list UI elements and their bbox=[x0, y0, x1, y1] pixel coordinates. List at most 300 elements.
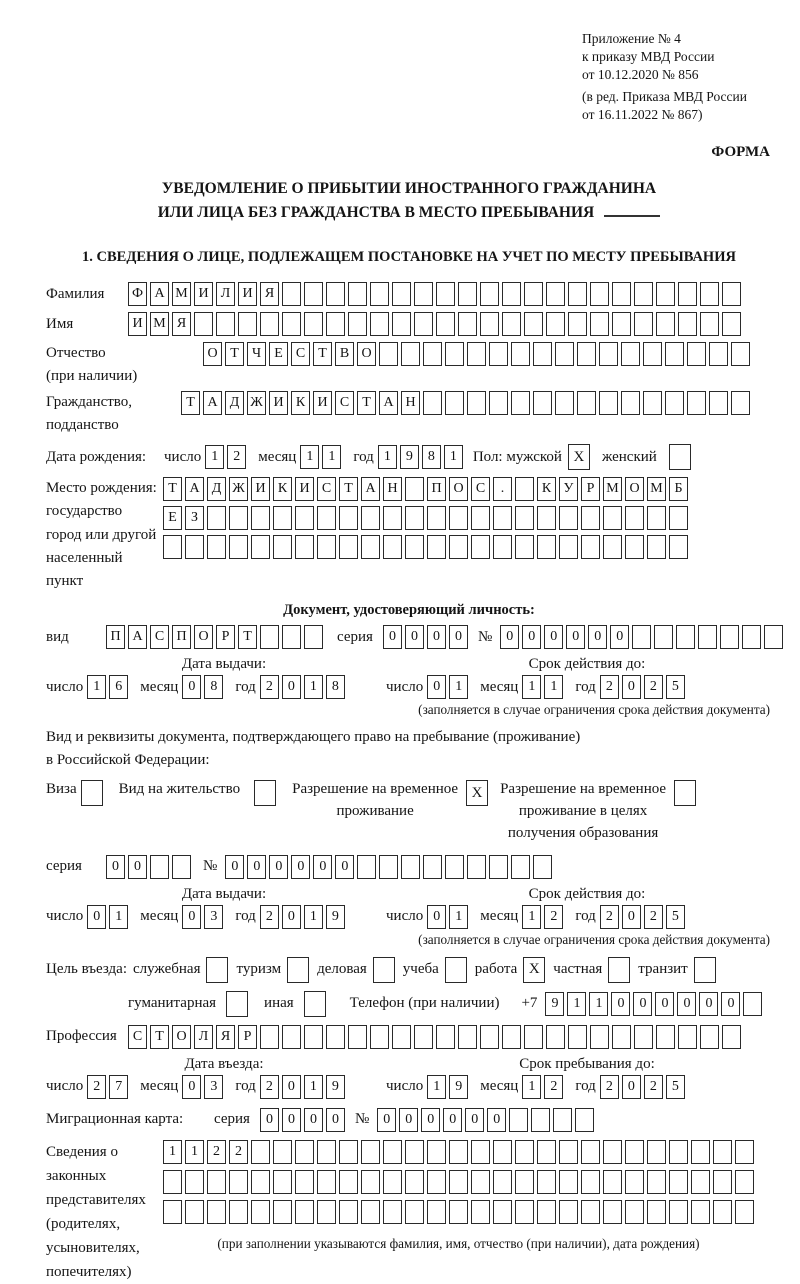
char-cell[interactable] bbox=[304, 312, 323, 336]
char-cell[interactable]: 0 bbox=[610, 625, 629, 649]
char-cell[interactable] bbox=[445, 855, 464, 879]
char-cell[interactable] bbox=[568, 1025, 587, 1049]
char-cell[interactable]: М bbox=[647, 477, 666, 501]
char-cell[interactable]: 6 bbox=[109, 675, 128, 699]
char-cell[interactable]: 0 bbox=[421, 1108, 440, 1132]
char-cell[interactable] bbox=[471, 1170, 490, 1194]
char-cell[interactable] bbox=[524, 312, 543, 336]
char-cell[interactable]: 2 bbox=[644, 675, 663, 699]
char-cell[interactable] bbox=[553, 1108, 572, 1132]
char-cell[interactable] bbox=[515, 535, 534, 559]
char-cell[interactable] bbox=[511, 391, 530, 415]
char-cell[interactable] bbox=[317, 1140, 336, 1164]
char-cell[interactable]: 8 bbox=[204, 675, 223, 699]
sex-female-checkbox[interactable] bbox=[669, 444, 691, 470]
char-cell[interactable]: Т bbox=[357, 391, 376, 415]
char-cell[interactable] bbox=[295, 535, 314, 559]
char-cell[interactable] bbox=[515, 1170, 534, 1194]
char-cell[interactable]: 2 bbox=[260, 675, 279, 699]
char-cell[interactable] bbox=[445, 391, 464, 415]
char-cell[interactable] bbox=[405, 1170, 424, 1194]
char-cell[interactable]: М bbox=[603, 477, 622, 501]
char-cell[interactable] bbox=[317, 1200, 336, 1224]
char-cell[interactable]: 0 bbox=[655, 992, 674, 1016]
char-cell[interactable]: И bbox=[269, 391, 288, 415]
char-cell[interactable] bbox=[436, 282, 455, 306]
char-cell[interactable] bbox=[216, 312, 235, 336]
char-cell[interactable] bbox=[304, 1025, 323, 1049]
char-cell[interactable] bbox=[282, 312, 301, 336]
char-cell[interactable]: 0 bbox=[87, 905, 106, 929]
char-cell[interactable] bbox=[339, 1170, 358, 1194]
char-cell[interactable] bbox=[603, 1200, 622, 1224]
char-cell[interactable]: А bbox=[361, 477, 380, 501]
char-cell[interactable] bbox=[713, 1140, 732, 1164]
char-cell[interactable]: 0 bbox=[500, 625, 519, 649]
char-cell[interactable] bbox=[700, 312, 719, 336]
char-cell[interactable] bbox=[559, 1200, 578, 1224]
char-cell[interactable]: 5 bbox=[666, 675, 685, 699]
char-cell[interactable] bbox=[163, 1200, 182, 1224]
char-cell[interactable]: О bbox=[625, 477, 644, 501]
char-cell[interactable]: А bbox=[128, 625, 147, 649]
char-cell[interactable]: Е bbox=[163, 506, 182, 530]
char-cell[interactable] bbox=[634, 312, 653, 336]
char-cell[interactable] bbox=[537, 506, 556, 530]
char-cell[interactable] bbox=[669, 1200, 688, 1224]
char-cell[interactable] bbox=[647, 1200, 666, 1224]
char-cell[interactable]: О bbox=[203, 342, 222, 366]
char-cell[interactable]: 0 bbox=[282, 1075, 301, 1099]
char-cell[interactable] bbox=[458, 312, 477, 336]
char-cell[interactable]: 9 bbox=[326, 1075, 345, 1099]
purpose-work-checkbox[interactable]: X bbox=[523, 957, 545, 983]
char-cell[interactable] bbox=[731, 342, 750, 366]
char-cell[interactable] bbox=[537, 1200, 556, 1224]
char-cell[interactable] bbox=[405, 1140, 424, 1164]
char-cell[interactable]: Ж bbox=[229, 477, 248, 501]
char-cell[interactable] bbox=[383, 1140, 402, 1164]
char-cell[interactable] bbox=[612, 1025, 631, 1049]
char-cell[interactable] bbox=[260, 1025, 279, 1049]
char-cell[interactable]: Н bbox=[401, 391, 420, 415]
char-cell[interactable]: 1 bbox=[449, 675, 468, 699]
char-cell[interactable] bbox=[603, 1170, 622, 1194]
char-cell[interactable]: 0 bbox=[335, 855, 354, 879]
char-cell[interactable]: Н bbox=[383, 477, 402, 501]
char-cell[interactable]: М bbox=[172, 282, 191, 306]
char-cell[interactable]: С bbox=[317, 477, 336, 501]
char-cell[interactable]: Д bbox=[225, 391, 244, 415]
char-cell[interactable]: Я bbox=[216, 1025, 235, 1049]
char-cell[interactable] bbox=[722, 1025, 741, 1049]
char-cell[interactable] bbox=[621, 342, 640, 366]
char-cell[interactable] bbox=[743, 992, 762, 1016]
char-cell[interactable] bbox=[735, 1200, 754, 1224]
char-cell[interactable] bbox=[698, 625, 717, 649]
char-cell[interactable]: 1 bbox=[185, 1140, 204, 1164]
char-cell[interactable] bbox=[625, 1140, 644, 1164]
char-cell[interactable]: 1 bbox=[544, 675, 563, 699]
char-cell[interactable]: И bbox=[128, 312, 147, 336]
char-cell[interactable] bbox=[665, 391, 684, 415]
char-cell[interactable]: Ф bbox=[128, 282, 147, 306]
char-cell[interactable]: 1 bbox=[304, 905, 323, 929]
char-cell[interactable]: 1 bbox=[444, 445, 463, 469]
char-cell[interactable]: Р bbox=[238, 1025, 257, 1049]
purpose-private-checkbox[interactable] bbox=[608, 957, 630, 983]
char-cell[interactable] bbox=[709, 342, 728, 366]
char-cell[interactable] bbox=[379, 855, 398, 879]
char-cell[interactable] bbox=[643, 391, 662, 415]
char-cell[interactable] bbox=[207, 506, 226, 530]
char-cell[interactable] bbox=[612, 282, 631, 306]
char-cell[interactable] bbox=[502, 312, 521, 336]
char-cell[interactable] bbox=[632, 625, 651, 649]
char-cell[interactable] bbox=[348, 312, 367, 336]
char-cell[interactable]: Ч bbox=[247, 342, 266, 366]
sex-male-checkbox[interactable]: X bbox=[568, 444, 590, 470]
char-cell[interactable] bbox=[414, 1025, 433, 1049]
char-cell[interactable]: 0 bbox=[522, 625, 541, 649]
char-cell[interactable] bbox=[502, 1025, 521, 1049]
char-cell[interactable] bbox=[172, 855, 191, 879]
char-cell[interactable]: 9 bbox=[400, 445, 419, 469]
char-cell[interactable]: 0 bbox=[633, 992, 652, 1016]
char-cell[interactable] bbox=[339, 535, 358, 559]
char-cell[interactable] bbox=[414, 312, 433, 336]
char-cell[interactable] bbox=[559, 1140, 578, 1164]
purpose-business-checkbox[interactable] bbox=[373, 957, 395, 983]
char-cell[interactable] bbox=[471, 506, 490, 530]
char-cell[interactable] bbox=[427, 1200, 446, 1224]
char-cell[interactable]: А bbox=[150, 282, 169, 306]
char-cell[interactable]: Т bbox=[163, 477, 182, 501]
char-cell[interactable] bbox=[370, 1025, 389, 1049]
char-cell[interactable] bbox=[273, 1200, 292, 1224]
char-cell[interactable]: 0 bbox=[128, 855, 147, 879]
char-cell[interactable] bbox=[370, 312, 389, 336]
char-cell[interactable] bbox=[260, 312, 279, 336]
char-cell[interactable] bbox=[735, 1170, 754, 1194]
char-cell[interactable]: 2 bbox=[600, 675, 619, 699]
char-cell[interactable] bbox=[515, 506, 534, 530]
char-cell[interactable]: Д bbox=[207, 477, 226, 501]
char-cell[interactable] bbox=[449, 1140, 468, 1164]
char-cell[interactable] bbox=[511, 342, 530, 366]
char-cell[interactable] bbox=[713, 1200, 732, 1224]
char-cell[interactable] bbox=[669, 535, 688, 559]
char-cell[interactable]: 0 bbox=[699, 992, 718, 1016]
char-cell[interactable] bbox=[713, 1170, 732, 1194]
char-cell[interactable] bbox=[742, 625, 761, 649]
char-cell[interactable] bbox=[515, 1140, 534, 1164]
char-cell[interactable] bbox=[603, 1140, 622, 1164]
char-cell[interactable]: М bbox=[150, 312, 169, 336]
char-cell[interactable] bbox=[581, 1170, 600, 1194]
char-cell[interactable] bbox=[427, 1170, 446, 1194]
char-cell[interactable] bbox=[669, 1140, 688, 1164]
char-cell[interactable]: 0 bbox=[282, 675, 301, 699]
char-cell[interactable] bbox=[405, 1200, 424, 1224]
char-cell[interactable]: 1 bbox=[87, 675, 106, 699]
char-cell[interactable] bbox=[537, 1170, 556, 1194]
char-cell[interactable] bbox=[326, 1025, 345, 1049]
char-cell[interactable]: О bbox=[357, 342, 376, 366]
char-cell[interactable] bbox=[273, 506, 292, 530]
char-cell[interactable] bbox=[449, 506, 468, 530]
char-cell[interactable]: Л bbox=[194, 1025, 213, 1049]
char-cell[interactable] bbox=[533, 391, 552, 415]
char-cell[interactable]: 2 bbox=[229, 1140, 248, 1164]
visa-checkbox[interactable] bbox=[81, 780, 103, 806]
char-cell[interactable] bbox=[493, 1200, 512, 1224]
char-cell[interactable] bbox=[471, 1200, 490, 1224]
char-cell[interactable]: 0 bbox=[405, 625, 424, 649]
char-cell[interactable] bbox=[251, 1140, 270, 1164]
char-cell[interactable] bbox=[493, 535, 512, 559]
char-cell[interactable]: А bbox=[379, 391, 398, 415]
char-cell[interactable]: 1 bbox=[205, 445, 224, 469]
char-cell[interactable] bbox=[489, 342, 508, 366]
char-cell[interactable] bbox=[656, 312, 675, 336]
char-cell[interactable]: К bbox=[537, 477, 556, 501]
char-cell[interactable]: 0 bbox=[225, 855, 244, 879]
char-cell[interactable]: О bbox=[449, 477, 468, 501]
char-cell[interactable] bbox=[445, 342, 464, 366]
char-cell[interactable]: К bbox=[291, 391, 310, 415]
char-cell[interactable] bbox=[577, 342, 596, 366]
char-cell[interactable] bbox=[493, 506, 512, 530]
char-cell[interactable]: 1 bbox=[378, 445, 397, 469]
char-cell[interactable] bbox=[449, 535, 468, 559]
char-cell[interactable] bbox=[229, 535, 248, 559]
char-cell[interactable]: И bbox=[251, 477, 270, 501]
char-cell[interactable] bbox=[669, 1170, 688, 1194]
char-cell[interactable]: 0 bbox=[544, 625, 563, 649]
char-cell[interactable] bbox=[260, 625, 279, 649]
purpose-humanitarian-checkbox[interactable] bbox=[226, 991, 248, 1017]
char-cell[interactable]: П bbox=[427, 477, 446, 501]
temp-residence-checkbox[interactable]: X bbox=[466, 780, 488, 806]
char-cell[interactable] bbox=[423, 342, 442, 366]
char-cell[interactable]: 2 bbox=[87, 1075, 106, 1099]
char-cell[interactable] bbox=[207, 1200, 226, 1224]
char-cell[interactable]: 0 bbox=[622, 675, 641, 699]
char-cell[interactable] bbox=[691, 1140, 710, 1164]
char-cell[interactable]: 0 bbox=[377, 1108, 396, 1132]
char-cell[interactable] bbox=[185, 535, 204, 559]
char-cell[interactable] bbox=[326, 312, 345, 336]
char-cell[interactable] bbox=[665, 342, 684, 366]
char-cell[interactable]: Я bbox=[260, 282, 279, 306]
char-cell[interactable]: Р bbox=[216, 625, 235, 649]
char-cell[interactable] bbox=[599, 342, 618, 366]
char-cell[interactable]: 0 bbox=[383, 625, 402, 649]
char-cell[interactable] bbox=[502, 282, 521, 306]
char-cell[interactable] bbox=[273, 1140, 292, 1164]
purpose-official-checkbox[interactable] bbox=[206, 957, 228, 983]
char-cell[interactable] bbox=[163, 1170, 182, 1194]
char-cell[interactable] bbox=[515, 477, 534, 501]
char-cell[interactable]: З bbox=[185, 506, 204, 530]
char-cell[interactable]: 0 bbox=[566, 625, 585, 649]
char-cell[interactable] bbox=[489, 855, 508, 879]
char-cell[interactable]: Т bbox=[238, 625, 257, 649]
char-cell[interactable] bbox=[339, 1140, 358, 1164]
char-cell[interactable]: 1 bbox=[522, 675, 541, 699]
char-cell[interactable] bbox=[533, 855, 552, 879]
char-cell[interactable] bbox=[405, 535, 424, 559]
char-cell[interactable] bbox=[370, 282, 389, 306]
char-cell[interactable]: 0 bbox=[326, 1108, 345, 1132]
char-cell[interactable] bbox=[471, 1140, 490, 1164]
char-cell[interactable] bbox=[625, 1170, 644, 1194]
char-cell[interactable]: 2 bbox=[260, 905, 279, 929]
char-cell[interactable]: Т bbox=[225, 342, 244, 366]
char-cell[interactable]: Т bbox=[339, 477, 358, 501]
char-cell[interactable] bbox=[731, 391, 750, 415]
char-cell[interactable] bbox=[383, 506, 402, 530]
char-cell[interactable]: 0 bbox=[304, 1108, 323, 1132]
char-cell[interactable] bbox=[559, 535, 578, 559]
char-cell[interactable]: 8 bbox=[422, 445, 441, 469]
char-cell[interactable]: 0 bbox=[182, 905, 201, 929]
char-cell[interactable]: 2 bbox=[644, 905, 663, 929]
char-cell[interactable] bbox=[764, 625, 783, 649]
char-cell[interactable]: 1 bbox=[567, 992, 586, 1016]
char-cell[interactable]: 0 bbox=[260, 1108, 279, 1132]
char-cell[interactable]: 1 bbox=[427, 1075, 446, 1099]
char-cell[interactable]: 0 bbox=[291, 855, 310, 879]
char-cell[interactable] bbox=[348, 1025, 367, 1049]
char-cell[interactable]: 0 bbox=[313, 855, 332, 879]
char-cell[interactable] bbox=[603, 535, 622, 559]
char-cell[interactable] bbox=[361, 506, 380, 530]
char-cell[interactable] bbox=[392, 282, 411, 306]
char-cell[interactable] bbox=[581, 506, 600, 530]
char-cell[interactable] bbox=[489, 391, 508, 415]
char-cell[interactable]: И bbox=[295, 477, 314, 501]
char-cell[interactable]: 2 bbox=[260, 1075, 279, 1099]
char-cell[interactable] bbox=[163, 535, 182, 559]
char-cell[interactable] bbox=[405, 477, 424, 501]
char-cell[interactable]: 3 bbox=[204, 905, 223, 929]
char-cell[interactable]: И bbox=[194, 282, 213, 306]
char-cell[interactable] bbox=[383, 1200, 402, 1224]
char-cell[interactable] bbox=[405, 506, 424, 530]
char-cell[interactable]: 0 bbox=[247, 855, 266, 879]
char-cell[interactable]: 5 bbox=[666, 905, 685, 929]
char-cell[interactable] bbox=[603, 506, 622, 530]
char-cell[interactable] bbox=[700, 1025, 719, 1049]
char-cell[interactable] bbox=[150, 855, 169, 879]
char-cell[interactable] bbox=[295, 1200, 314, 1224]
char-cell[interactable] bbox=[546, 312, 565, 336]
char-cell[interactable] bbox=[546, 1025, 565, 1049]
char-cell[interactable] bbox=[722, 282, 741, 306]
char-cell[interactable] bbox=[515, 1200, 534, 1224]
char-cell[interactable] bbox=[251, 1170, 270, 1194]
char-cell[interactable] bbox=[361, 1170, 380, 1194]
char-cell[interactable]: 9 bbox=[326, 905, 345, 929]
char-cell[interactable]: 0 bbox=[443, 1108, 462, 1132]
char-cell[interactable] bbox=[317, 1170, 336, 1194]
char-cell[interactable] bbox=[511, 855, 530, 879]
char-cell[interactable]: 1 bbox=[522, 905, 541, 929]
char-cell[interactable] bbox=[295, 1170, 314, 1194]
char-cell[interactable]: 0 bbox=[622, 1075, 641, 1099]
char-cell[interactable] bbox=[467, 855, 486, 879]
char-cell[interactable]: 0 bbox=[182, 675, 201, 699]
char-cell[interactable] bbox=[720, 625, 739, 649]
char-cell[interactable] bbox=[423, 391, 442, 415]
char-cell[interactable] bbox=[238, 312, 257, 336]
char-cell[interactable] bbox=[427, 506, 446, 530]
char-cell[interactable]: 0 bbox=[282, 1108, 301, 1132]
char-cell[interactable] bbox=[317, 506, 336, 530]
char-cell[interactable]: 2 bbox=[600, 905, 619, 929]
char-cell[interactable] bbox=[625, 1200, 644, 1224]
char-cell[interactable]: 1 bbox=[300, 445, 319, 469]
char-cell[interactable] bbox=[361, 1200, 380, 1224]
char-cell[interactable] bbox=[531, 1108, 550, 1132]
char-cell[interactable] bbox=[295, 1140, 314, 1164]
char-cell[interactable]: 0 bbox=[465, 1108, 484, 1132]
char-cell[interactable] bbox=[414, 282, 433, 306]
purpose-transit-checkbox[interactable] bbox=[694, 957, 716, 983]
char-cell[interactable] bbox=[643, 342, 662, 366]
char-cell[interactable]: 0 bbox=[677, 992, 696, 1016]
char-cell[interactable] bbox=[251, 535, 270, 559]
char-cell[interactable] bbox=[317, 535, 336, 559]
char-cell[interactable] bbox=[207, 1170, 226, 1194]
char-cell[interactable] bbox=[273, 1170, 292, 1194]
char-cell[interactable] bbox=[546, 282, 565, 306]
char-cell[interactable] bbox=[555, 342, 574, 366]
char-cell[interactable]: С bbox=[335, 391, 354, 415]
char-cell[interactable]: 0 bbox=[182, 1075, 201, 1099]
char-cell[interactable]: 1 bbox=[322, 445, 341, 469]
char-cell[interactable] bbox=[634, 1025, 653, 1049]
char-cell[interactable] bbox=[229, 1170, 248, 1194]
char-cell[interactable] bbox=[449, 1200, 468, 1224]
char-cell[interactable]: Р bbox=[581, 477, 600, 501]
char-cell[interactable] bbox=[401, 342, 420, 366]
char-cell[interactable]: 9 bbox=[449, 1075, 468, 1099]
char-cell[interactable]: 0 bbox=[427, 675, 446, 699]
char-cell[interactable]: Б bbox=[669, 477, 688, 501]
char-cell[interactable]: 8 bbox=[326, 675, 345, 699]
char-cell[interactable] bbox=[282, 625, 301, 649]
char-cell[interactable]: Т bbox=[181, 391, 200, 415]
char-cell[interactable] bbox=[678, 312, 697, 336]
residence-permit-checkbox[interactable] bbox=[254, 780, 276, 806]
char-cell[interactable] bbox=[348, 282, 367, 306]
char-cell[interactable]: И bbox=[238, 282, 257, 306]
char-cell[interactable]: К bbox=[273, 477, 292, 501]
char-cell[interactable]: У bbox=[559, 477, 578, 501]
char-cell[interactable] bbox=[326, 282, 345, 306]
purpose-study-checkbox[interactable] bbox=[445, 957, 467, 983]
char-cell[interactable] bbox=[621, 391, 640, 415]
char-cell[interactable]: 1 bbox=[163, 1140, 182, 1164]
char-cell[interactable] bbox=[647, 1140, 666, 1164]
char-cell[interactable] bbox=[304, 625, 323, 649]
char-cell[interactable] bbox=[282, 282, 301, 306]
char-cell[interactable] bbox=[458, 1025, 477, 1049]
char-cell[interactable] bbox=[207, 535, 226, 559]
